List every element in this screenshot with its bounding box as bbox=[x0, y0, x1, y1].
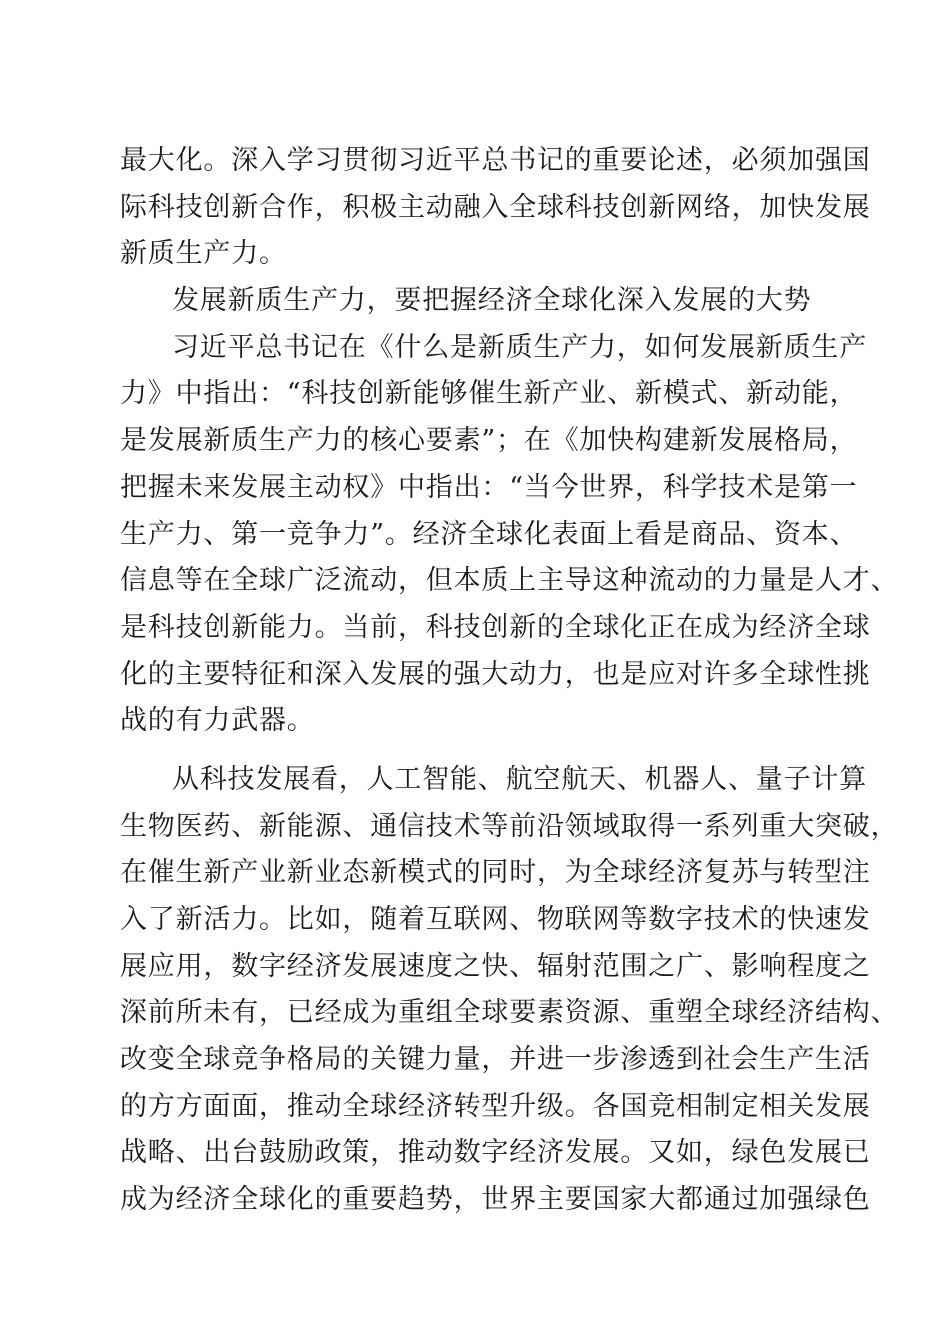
paragraph-1-line: 际科技创新合作，积极主动融入全球科技创新网络，加快发展 bbox=[120, 191, 871, 223]
paragraph-gap bbox=[120, 745, 840, 757]
paragraph-1-line: 新质生产力。 bbox=[120, 238, 287, 270]
paragraph-3-line: 的方方面面，推动全球经济转型升级。各国竞相制定相关发展 bbox=[120, 1090, 871, 1122]
paragraph-3-line: 展应用，数字经济发展速度之快、辐射范围之广、影响程度之 bbox=[120, 950, 871, 982]
paragraph-2-line: 战的有力武器。 bbox=[120, 705, 315, 737]
document-body bbox=[120, 138, 899, 1224]
paragraph-3-line: 深前所未有，已经成为重组全球要素资源、重塑全球经济结构、 bbox=[120, 997, 899, 1029]
paragraph-2-line: 生产力、第一竞争力”。经济全球化表面上看是商品、资本、 bbox=[120, 518, 858, 550]
paragraph-1-line: 最大化。深入学习贯彻习近平总书记的重要论述，必须加强国 bbox=[120, 145, 871, 176]
paragraph-2-line: 把握未来发展主动权》中指出：“当今世界，科学技术是第一 bbox=[120, 471, 858, 503]
paragraph-2-line: 化的主要特征和深入发展的强大动力，也是应对许多全球性挑 bbox=[120, 658, 871, 690]
paragraph-2-line: 是科技创新能力。当前，科技创新的全球化正在成为经济全球 bbox=[120, 611, 871, 643]
paragraph-3-line: 入了新活力。比如，随着互联网、物联网等数字技术的快速发 bbox=[120, 904, 871, 935]
paragraph-3-line: 改变全球竞争格局的关键力量，并进一步渗透到社会生产生活 bbox=[120, 1044, 871, 1076]
paragraph-3-line: 战略、出台鼓励政策，推动数字经济发展。又如，绿色发展已 bbox=[120, 1137, 871, 1169]
paragraph-3-line: 从科技发展看，人工智能、航空航天、机器人、量子计算 bbox=[172, 763, 867, 795]
paragraph-3-line: 在催生新产业新业态新模式的同时，为全球经济复苏与转型注 bbox=[120, 857, 871, 889]
paragraph-2-line: 信息等在全球广泛流动，但本质上主导这种流动的力量是人才、 bbox=[120, 565, 899, 597]
paragraph-3-line: 成为经济全球化的重要趋势，世界主要国家大都通过加强绿色 bbox=[120, 1184, 871, 1216]
paragraph-2-line: 是发展新质生产力的核心要素”；在《加快构建新发展格局， bbox=[120, 425, 858, 457]
paragraph-2-line: 力》中指出：“科技创新能够催生新产业、新模式、新动能， bbox=[120, 378, 858, 410]
paragraph-3-line: 生物医药、新能源、通信技术等前沿领域取得一系列重大突破， bbox=[120, 810, 899, 842]
section-heading: 发展新质生产力，要把握经济全球化深入发展的大势 bbox=[172, 285, 812, 317]
paragraph-2-line: 习近平总书记在《什么是新质生产力，如何发展新质生产 bbox=[172, 331, 867, 363]
